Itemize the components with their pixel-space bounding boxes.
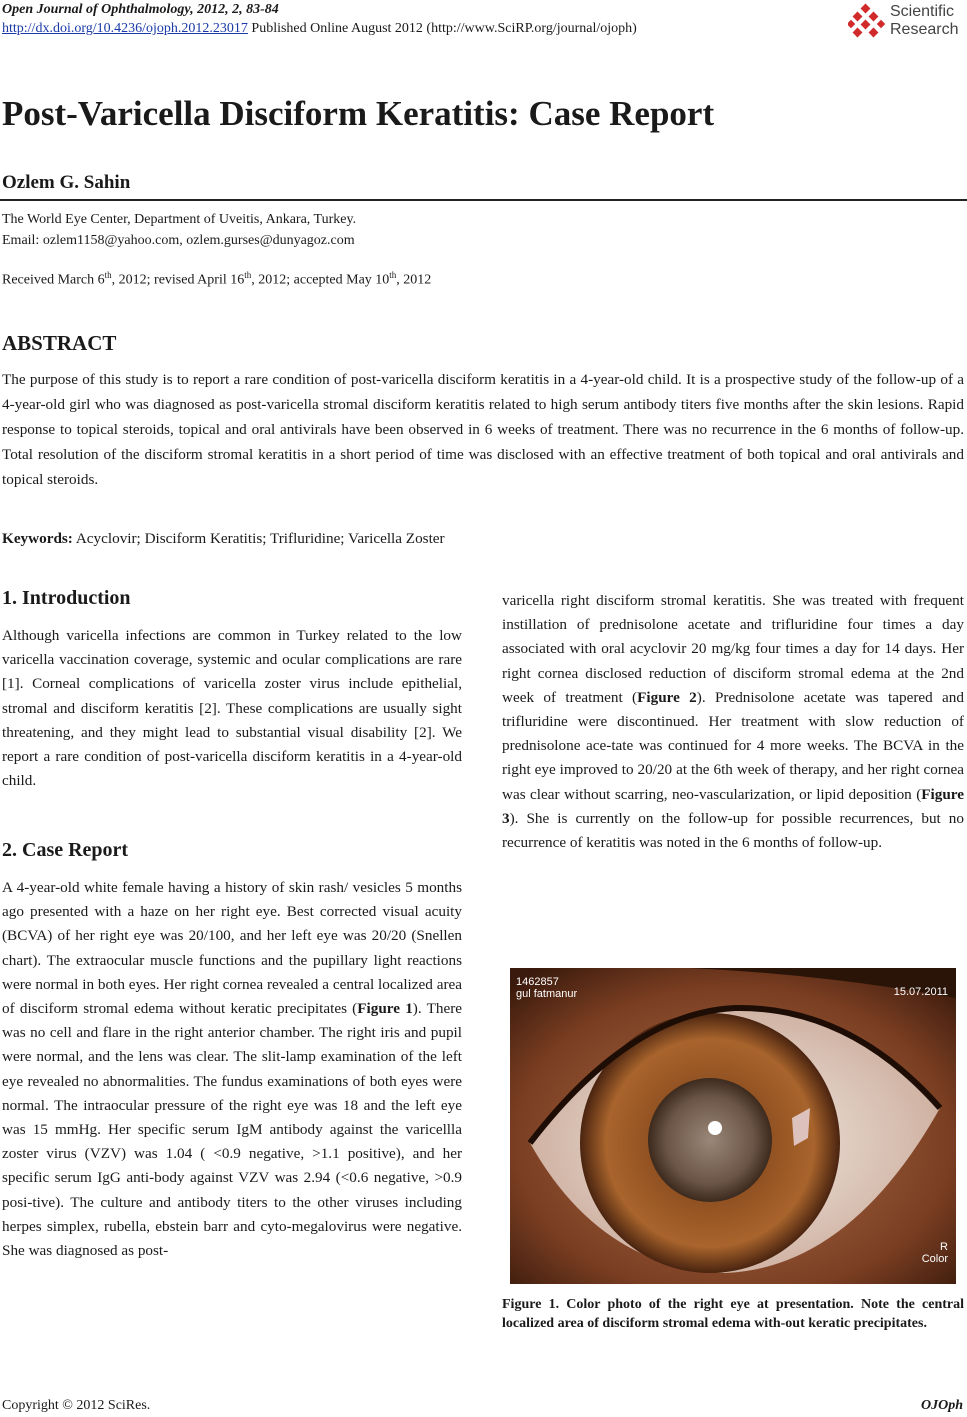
- section-heading-case-report: 2. Case Report: [2, 839, 129, 861]
- doi-line: [2, 21, 637, 37]
- logo-text-research: Research: [890, 21, 959, 38]
- overlay-date: 15.07.2011: [893, 986, 948, 998]
- figure-3-reference[interactable]: Figure 3: [502, 785, 964, 827]
- journal-abbreviation: OJOph: [920, 1398, 963, 1413]
- abstract-text: The purpose of this study is to report a rare condition of post-varicella disciform keratitis in a 4-year-old child. It is a prospective study of the follow-up of a 4-year-old girl who was diagnosed as post-varicella stromal disciform keratitis related to high serum antibody titers five months after the skin lesions. Rapid response to topical steroids, topical and oral antivirals have been observed in 6 weeks of treatment. There was no recurrence in the 6 months of follow-up. Total resolution of the disciform stromal keratitis in a short period of time was disclosed with an effective treatment of both topical and oral antivirals and topical steroids.: [2, 371, 964, 488]
- logo-mark-icon: [848, 3, 888, 43]
- case-report-continued-text: varicella right disciform stromal keratitis. She was treated with frequent instillation of prednisolone acetate and trifluridine four times a day associated with oral acyclovir 20 mg/kg four times a day for 14 days. Her right cornea disclosed reduction of disciform stromal edema at the 2nd week of treatment (Figure 2). Prednisolone acetate was tapered and trifluridine were discontinued. Her treatment with slow reduction of prednisolone ace-tate was continued for 4 more weeks. The BCVA in the right eye improved to 20/20 at the 6th week of therapy, and her right cornea was clear without scarring, neo-vascularization, or lipid deposition (Figure 3). She is currently on the follow-up for possible recurrences, but no recurrence of keratitis was noted in the 6 months of follow-up.: [502, 592, 964, 852]
- title-divider: [0, 199, 967, 201]
- section-heading-introduction: 1. Introduction: [2, 587, 131, 609]
- introduction-text: Although varicella infections are common in Turkey related to the low varicella vaccination coverage, systemic and ocular complications are rare [1]. Corneal complications of varicella zoster virus include epithelial, stromal and disciform keratitis [2]. These complications are usually sight threatening, and they might lead to substantial visual disability [2]. We report a rare condition of post-varicella disciform keratitis in a 4-year-old child.: [2, 627, 462, 790]
- keywords-label: Keywords:: [2, 530, 73, 547]
- overlay-mode: Color: [921, 1253, 948, 1265]
- overlay-patient-name: gul fatmanur: [516, 988, 578, 1000]
- affiliation: The World Eye Center, Department of Uveitis, Ankara, Turkey.: [2, 212, 357, 227]
- abstract-heading: ABSTRACT: [2, 331, 117, 355]
- overlay-patient-id: 1462857: [516, 976, 559, 988]
- keywords-line: [2, 530, 445, 548]
- figure-2-reference[interactable]: Figure 2: [637, 688, 697, 706]
- figure-1-reference[interactable]: Figure 1: [357, 1000, 413, 1018]
- case-report-text: A 4-year-old white female having a history of skin rash/ vesicles 5 months ago presented with a haze on her right eye. Best corrected visual acuity (BCVA) of her right eye was 20/100, and her left eye was 20/20 (Snellen chart). The extraocular muscle functions and the pupillary light reactions were normal in both eyes. Her right cornea revealed a central localized area of disciform stromal edema without keratic precipitates (Figure 1). There was no cell and flare in the right anterior chamber. The right iris and pupil were normal, and the lens was clear. The slit-lamp examination of the left eye revealed no abnormalities. The fundus examinations of both eyes were normal. The intraocular pressure of the right eye was 18 and the left eye was 15 mmHg. Her specific serum IgM antibody against the varicellla zoster virus (VZV) was 1.04 ( <0.9 negative, >1.1 positive), and her specific serum IgG anti-body against VZV was 2.94 (<0.6 negative, >0.9 posi-tive). The culture and antibody titers to the other viruses including herpes simplex, rubella, ebstein barr and cyto-megalovirus were negative. She was diagnosed as post-: [2, 879, 462, 1260]
- figure-1-caption: Figure 1. Color photo of the right eye at presentation. Note the central localized area of disciform stromal edema with-out keratic precipitates.: [502, 1297, 964, 1331]
- keywords-list: Acyclovir; Disciform Keratitis; Trifluridine; Varicella Zoster: [72, 530, 445, 547]
- email: Email: ozlem1158@yahoo.com, ozlem.gurses@dunyagoz.com: [2, 233, 355, 248]
- published-info: Published Online August 2012 (http://www.SciRP.org/journal/ojoph): [247, 21, 637, 36]
- copyright-notice: Copyright © 2012 SciRes.: [2, 1398, 151, 1413]
- overlay-eye-side: R: [940, 1241, 948, 1253]
- author-name: Ozlem G. Sahin: [2, 172, 131, 193]
- publisher-logo: [848, 3, 967, 43]
- affiliation-block: [2, 209, 356, 251]
- journal-citation: Open Journal of Ophthalmology, 2012, 2, 83-84: [2, 2, 279, 17]
- doi-link[interactable]: http://dx.doi.org/10.4236/ojoph.2012.23017: [2, 21, 248, 36]
- paper-title: Post-Varicella Disciform Keratitis: Case Report: [2, 94, 715, 133]
- manuscript-dates: Received March 6th, 2012; revised April 16th, 2012; accepted May 10th, 2012: [2, 270, 432, 288]
- logo-text-scientific: Scientific: [890, 3, 955, 20]
- figure-1-eye-photo: [510, 968, 956, 1284]
